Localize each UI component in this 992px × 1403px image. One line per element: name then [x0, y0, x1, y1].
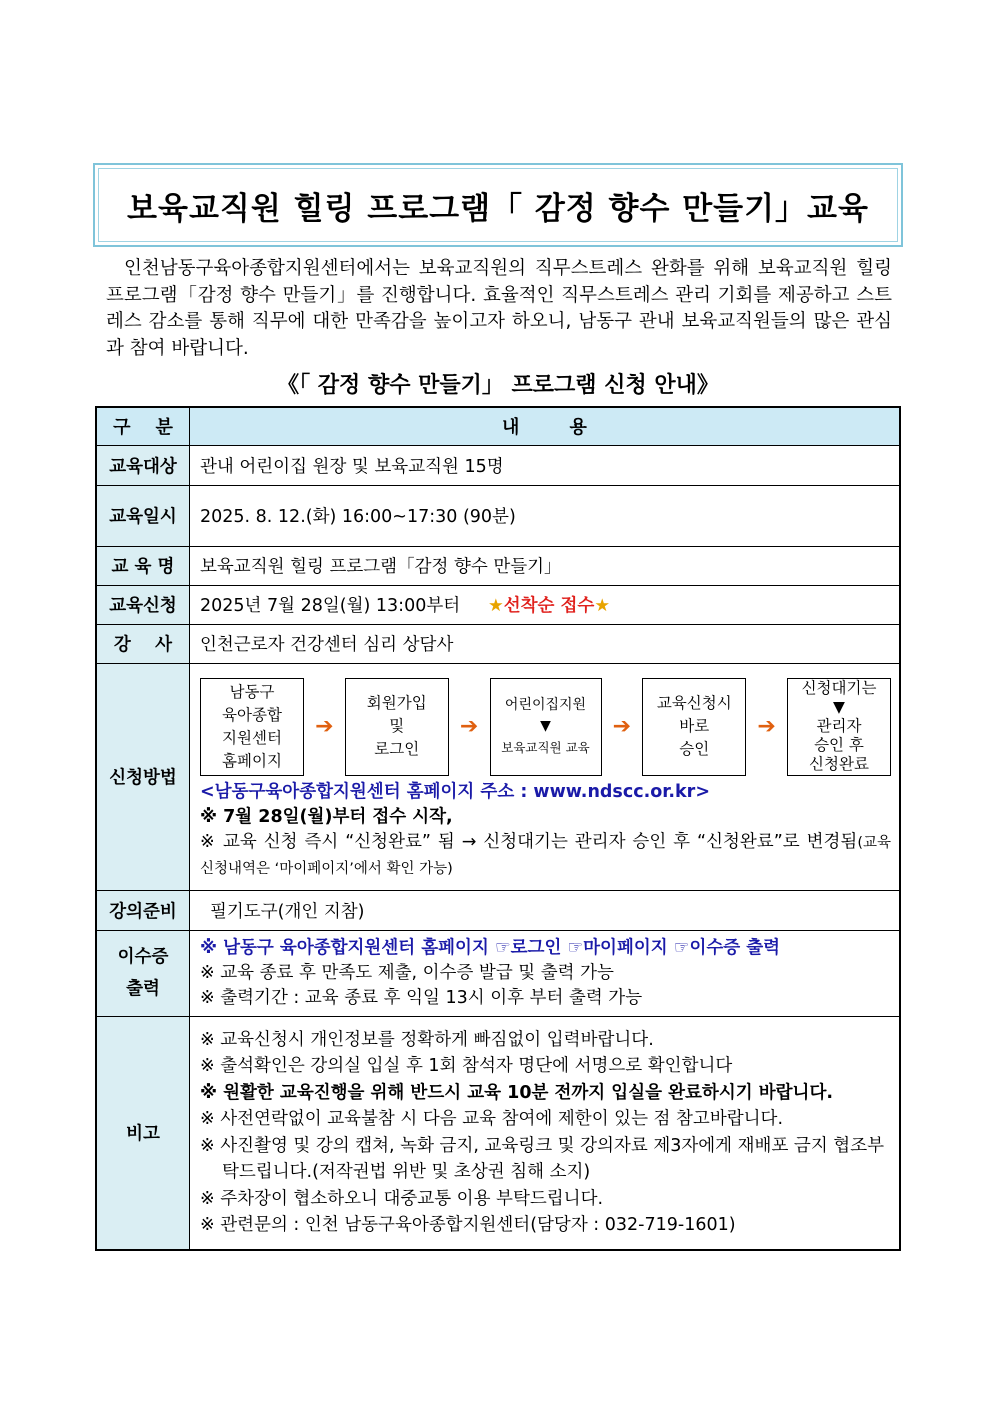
name-label: 교 육 명 — [96, 546, 190, 585]
method-note-small: (교육 신청내역은 ‘마이페이지’에서 확인 가능) — [200, 834, 891, 877]
table-row-method — [96, 663, 900, 890]
apply-value: 2025년 7월 28일(월) 13:00부터 — [200, 596, 461, 616]
certificate-line-conditions: ※ 교육 종료 후 만족도 제출, 이수증 발급 및 출력 가능 — [200, 962, 614, 983]
flow-step-login — [345, 678, 449, 776]
homepage-address: <남동구육아종합지원센터 홈페이지 주소 : www.ndscc.or.kr> — [200, 781, 710, 802]
table-row-name — [96, 546, 900, 585]
remark-item: ※ 관련문의 : 인천 남동구육아종합지원센터(담당자 : 032-719-1601) — [200, 1215, 736, 1235]
method-note-status-text: ※ 교육 신청 즉시 “신청완료” 됨 → 신청대기는 관리자 승인 후 “신청완료”로 변경됨 — [200, 831, 858, 852]
flow-step-text: 보육교직원 교육 — [501, 740, 590, 755]
flow-step-complete — [787, 678, 891, 776]
section-title: 《「 감정 향수 만들기」 프로그램 신청 안내》 — [277, 373, 719, 398]
apply-highlight: 선착순 접수 — [503, 596, 595, 616]
arrow-right-icon: ➔ — [757, 714, 776, 739]
apply-label: 교육신청 — [96, 585, 190, 624]
header-content: 내 용 — [190, 407, 901, 445]
down-triangle-icon: ▼ — [540, 718, 551, 734]
remark-item: ※ 교육신청시 개인정보를 정확하게 빠짐없이 입력바랍니다. — [200, 1029, 654, 1050]
target-label: 교육대상 — [96, 445, 190, 485]
date-value: 2025. 8. 12.(화) 16:00~17:30 (90분) — [190, 485, 901, 546]
remark-item: ※ 주차장이 협소하오니 대중교통 이용 부탁드립니다. — [200, 1188, 604, 1209]
flow-step-text: 및 — [389, 717, 405, 735]
flow-step-text: 회원가입 — [366, 694, 427, 712]
flow-step-text: 승인 후 — [814, 736, 864, 754]
star-icon: ★ — [487, 596, 504, 616]
name-value: 보육교직원 힐링 프로그램「감정 향수 만들기」 — [190, 546, 901, 585]
flow-step-text: 홈페이지 — [222, 751, 282, 770]
down-triangle-icon: ▼ — [833, 698, 845, 716]
title-inner-border — [98, 168, 898, 242]
intro-paragraph — [106, 256, 892, 362]
flow-step-approve — [642, 678, 746, 776]
table-row-target — [96, 445, 900, 485]
prep-label: 강의준비 — [96, 890, 190, 930]
certificate-cell — [190, 930, 901, 1016]
flow-step-homepage — [200, 678, 304, 776]
flow-step-text: 바로 — [679, 717, 710, 735]
intro-text: 인천남동구육아종합지원센터에서는 보육교직원의 직무스트레스 완화를 위해 보육교직원 힐링 프로그램「감정 향수 만들기」를 진행합니다. 효율적인 직무스트레스 관리 기회를 제공하고 스트레스 감소를 통해 직무에 대한 만족감을 높이고자 하오니, 남동구 관내 보육교직원들의 많은 관심과 참여 바랍니다. — [106, 258, 892, 359]
header-label: 구 분 — [96, 407, 190, 445]
flow-step-text: 로그인 — [374, 740, 420, 758]
method-note-status — [200, 830, 891, 882]
info-table — [95, 406, 901, 1251]
flow-step-text: 교육신청시 — [656, 694, 732, 712]
arrow-right-icon: ➔ — [612, 714, 632, 739]
table-row-remarks — [96, 1016, 900, 1250]
flow-step-text: 어린이집지원 — [504, 697, 587, 713]
instructor-value: 인천근로자 건강센터 심리 상담사 — [190, 624, 901, 663]
arrow-right-icon: ➔ — [315, 714, 334, 739]
flow-step-text: 신청완료 — [809, 755, 869, 773]
flow-step-text: 관리자 — [816, 717, 862, 735]
remarks-cell — [190, 1016, 901, 1250]
instructor-label: 강 사 — [96, 624, 190, 663]
prep-value: 필기도구(개인 지참) — [190, 890, 901, 930]
method-note-start: ※ 7월 28일(월)부터 접수 시작, — [200, 806, 453, 827]
flow-step-menu — [490, 678, 602, 776]
target-value: 관내 어린이집 원장 및 보육교직원 15명 — [190, 445, 901, 485]
table-row-instructor — [96, 624, 900, 663]
remark-item: ※ 사진촬영 및 강의 캡쳐, 녹화 금지, 교육링크 및 강의자료 제3자에게 재배포 금지 협조부탁드립니다.(저작권법 위반 및 초상권 침해 소지) — [200, 1135, 885, 1182]
flow-step-text: 승인 — [679, 740, 710, 758]
table-row-certificate — [96, 930, 900, 1016]
apply-cell — [190, 585, 901, 624]
flow-step-text: 지원센터 — [222, 728, 282, 747]
table-header-row — [96, 407, 900, 445]
flow-step-text: 신청대기는 — [801, 679, 877, 697]
remark-item: ※ 사전연락없이 교육불참 시 다음 교육 참여에 제한이 있는 점 참고바랍니다. — [200, 1109, 784, 1129]
certificate-label-line: 이수증 — [117, 947, 169, 967]
method-cell — [190, 663, 901, 890]
remark-item: ※ 출석확인은 강의실 입실 후 1회 참석자 명단에 서명으로 확인합니다 — [200, 1056, 733, 1076]
flow-step-text: 남동구 — [229, 682, 275, 701]
arrow-right-icon: ➔ — [459, 714, 479, 739]
table-row-prep — [96, 890, 900, 930]
method-label: 신청방법 — [96, 663, 190, 890]
title-box — [93, 163, 903, 247]
method-notes — [200, 780, 891, 890]
remarks-label: 비고 — [96, 1016, 190, 1250]
star-icon: ★ — [594, 596, 611, 616]
remarks-list — [200, 1017, 889, 1249]
certificate-line-period: ※ 출력기간 : 교육 종료 후 익일 13시 이후 부터 출력 가능 — [200, 987, 643, 1008]
certificate-line-path: ※ 남동구 육아종합지원센터 홈페이지 ☞로그인 ☞마이페이지 ☞이수증 출력 — [200, 937, 781, 958]
table-row-apply — [96, 585, 900, 624]
page-title: 보육교직원 힐링 프로그램「 감정 향수 만들기」교육 — [127, 190, 869, 227]
certificate-label — [96, 930, 190, 1016]
flow-diagram — [200, 664, 891, 780]
remark-item: ※ 원활한 교육진행을 위해 반드시 교육 10분 전까지 입실을 완료하시기 바랍니다. — [200, 1082, 833, 1103]
date-label: 교육일시 — [96, 485, 190, 546]
certificate-label-line: 출력 — [126, 979, 160, 999]
table-row-date — [96, 485, 900, 546]
flow-step-text: 육아종합 — [222, 705, 282, 724]
